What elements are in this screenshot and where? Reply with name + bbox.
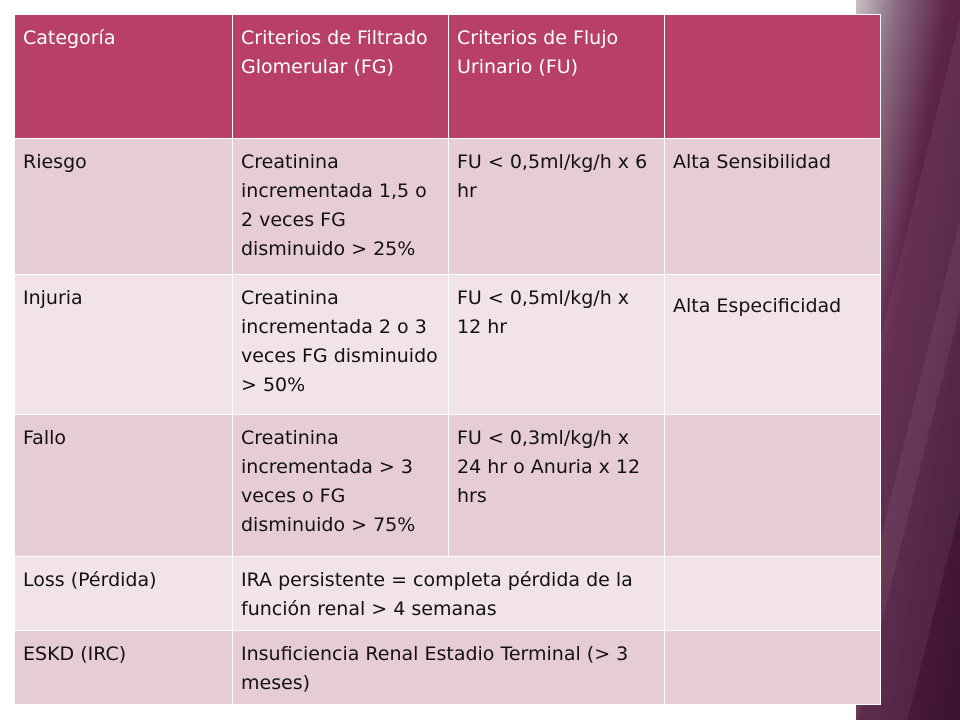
table-row-loss [15,557,881,631]
table-row-injuria [15,275,881,415]
cell-fg-fu-merged: IRA persistente = completa pérdida de la función renal > 4 semanas [233,557,665,631]
note-text: Alta Especificidad [673,295,842,317]
table-header-row [15,15,881,139]
cell-fu: FU < 0,5ml/kg/h x 12 hr [449,275,665,415]
cell-note [665,275,881,415]
cell-category: ESKD (IRC) [15,631,233,705]
cell-fg-fu-merged: Insuficiencia Renal Estadio Terminal (> 3 meses) [233,631,665,705]
cell-fu: FU < 0,5ml/kg/h x 6 hr [449,139,665,275]
cell-category: Riesgo [15,139,233,275]
cell-note [665,415,881,557]
cell-note [665,631,881,705]
header-category: Categoría [15,15,233,139]
header-empty [665,15,881,139]
cell-fu: FU < 0,3ml/kg/h x 24 hr o Anuria x 12 hrs [449,415,665,557]
header-fu-criteria: Criterios de Flujo Urinario (FU) [449,15,665,139]
cell-category: Loss (Pérdida) [15,557,233,631]
cell-note [665,557,881,631]
table-row-riesgo [15,139,881,275]
cell-fg: Creatinina incrementada > 3 veces o FG disminuido > 75% [233,415,449,557]
table-row-fallo [15,415,881,557]
cell-note: Alta Sensibilidad [665,139,881,275]
cell-fg: Creatinina incrementada 1,5 o 2 veces FG disminuido > 25% [233,139,449,275]
header-fg-criteria: Criterios de Filtrado Glomerular (FG) [233,15,449,139]
rifle-criteria-table [14,14,881,705]
cell-category: Injuria [15,275,233,415]
cell-category: Fallo [15,415,233,557]
table-row-eskd [15,631,881,705]
cell-fg: Creatinina incrementada 2 o 3 veces FG disminuido > 50% [233,275,449,415]
